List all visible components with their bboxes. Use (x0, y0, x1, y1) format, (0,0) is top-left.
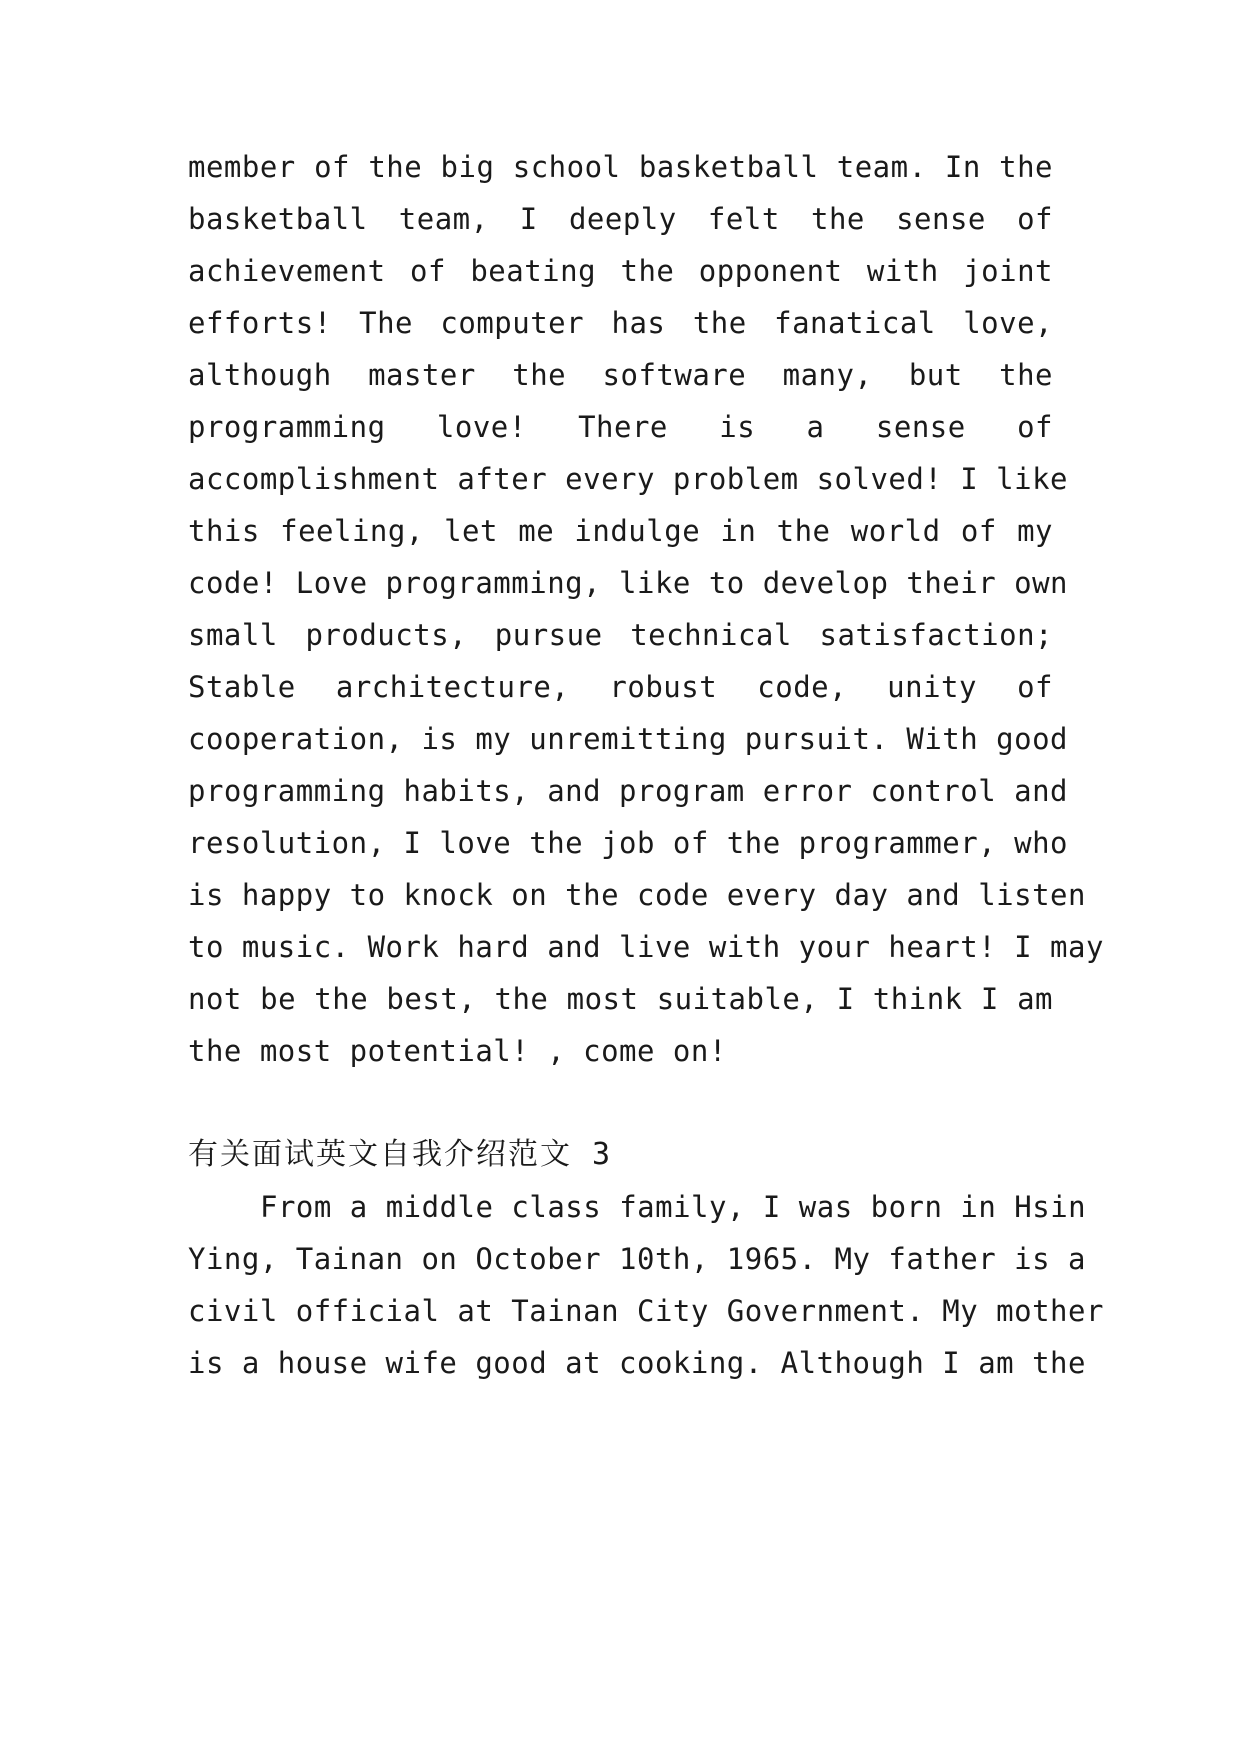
paragraph-line: not be the best, the most suitable, I think I am (188, 982, 1053, 1016)
paragraph-line: resolution, I love the job of the programmer, who (188, 826, 1069, 860)
paragraph-line: civil official at Tainan City Government. My mother (188, 1294, 1104, 1328)
paragraph-line: cooperation, is my unremitting pursuit. With good (188, 722, 1069, 756)
paragraph-line: although master the software many, but the (188, 358, 1053, 392)
paragraph-line: programming habits, and program error control and (188, 774, 1069, 808)
paragraph-line-first: From a middle class family, I was born in Hsin (260, 1190, 1087, 1224)
paragraph-line: basketball team, I deeply felt the sense of (188, 202, 1053, 236)
paragraph-line: accomplishment after every problem solved! I like (188, 462, 1069, 496)
paragraph-line-last: the most potential! , come on! (188, 1034, 727, 1068)
section-heading: 有关面试英文自我介绍范文 3 (188, 1137, 613, 1172)
paragraph-line: small products, pursue technical satisfaction; (188, 618, 1053, 652)
paragraph-line: is happy to knock on the code every day and listen (188, 878, 1086, 912)
paragraph-line: Stable architecture, robust code, unity of (188, 670, 1053, 704)
paragraph-line: Ying, Tainan on October 10th, 1965. My father is a (188, 1242, 1086, 1276)
paragraph-line: member of the big school basketball team. In the (188, 150, 1053, 184)
paragraph-line: achievement of beating the opponent with joint (188, 254, 1053, 288)
paragraph-line: is a house wife good at cooking. Although I am the (188, 1346, 1086, 1380)
paragraph-line: efforts! The computer has the fanatical love, (188, 306, 1053, 340)
paragraph-line: to music. Work hard and live with your heart! I may (188, 930, 1104, 964)
paragraph-line: this feeling, let me indulge in the world of my (188, 514, 1053, 548)
paragraph-line: programming love! There is a sense of (188, 410, 1053, 444)
paragraph-line: code! Love programming, like to develop their own (188, 566, 1069, 600)
